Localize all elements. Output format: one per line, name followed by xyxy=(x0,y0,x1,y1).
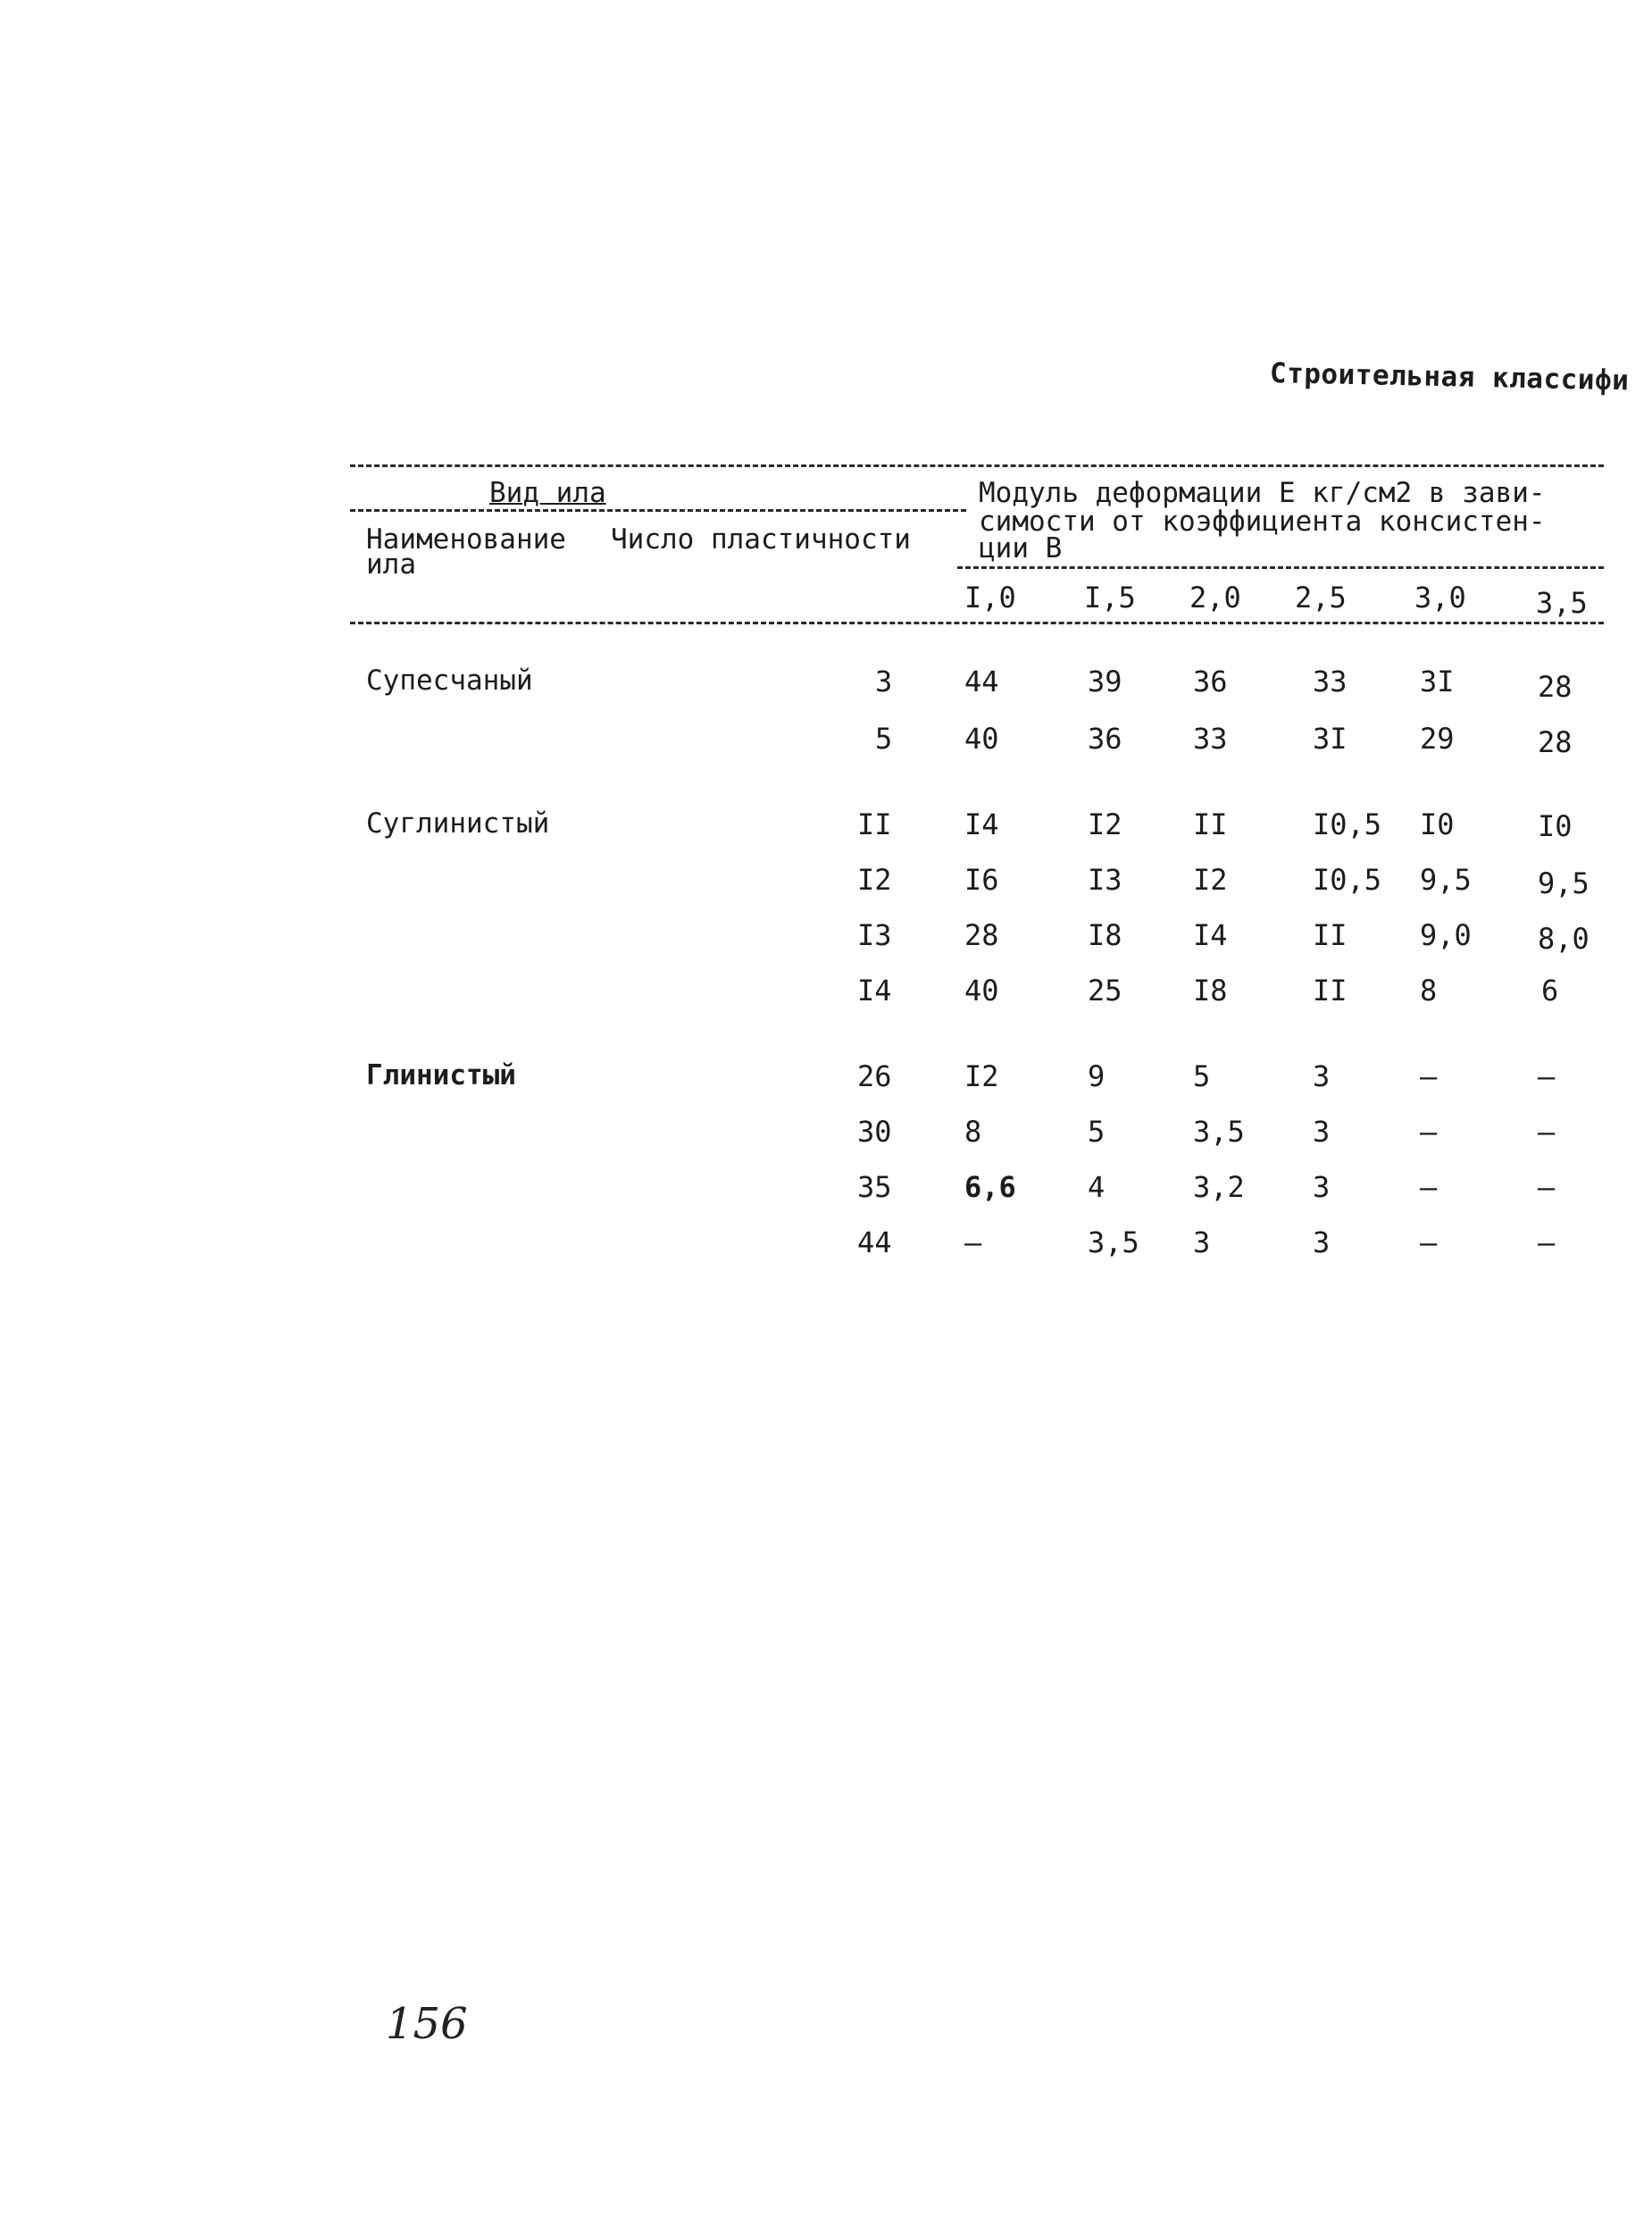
value-cell: 3,5 xyxy=(1088,1225,1139,1259)
value-cell: 4 xyxy=(1088,1170,1106,1204)
group-label: Вид ила xyxy=(489,477,606,509)
header-name-column: Наименование ила xyxy=(366,523,566,581)
value-cell: I8 xyxy=(1088,918,1122,952)
value-cell: 8 xyxy=(964,1115,982,1149)
plasticity-cell: 44 xyxy=(857,1225,892,1259)
value-cell: 3 xyxy=(1193,1225,1211,1259)
value-cell: – xyxy=(1420,1225,1438,1259)
value-cell: 28 xyxy=(1538,725,1573,759)
group-name: Супесчаный xyxy=(366,665,533,697)
value-cell: – xyxy=(1538,1059,1556,1093)
value-cell: 5 xyxy=(1088,1115,1106,1149)
value-cell: – xyxy=(1420,1170,1438,1204)
value-cell: 8 xyxy=(1420,974,1438,1008)
plasticity-cell: II xyxy=(857,807,892,841)
value-cell: 9,0 xyxy=(1420,918,1472,952)
value-cell: 28 xyxy=(964,918,999,952)
value-cell: 6,6 xyxy=(964,1170,1016,1204)
value-cell: 40 xyxy=(964,974,999,1008)
value-cell: 40 xyxy=(964,722,999,756)
value-cell: 9,5 xyxy=(1420,863,1472,897)
value-cell: – xyxy=(1420,1059,1438,1093)
value-cell: I2 xyxy=(1193,863,1228,897)
value-cell: I0 xyxy=(1420,807,1455,841)
value-cell: 33 xyxy=(1313,665,1347,698)
value-cell: 3 xyxy=(1313,1115,1331,1149)
plasticity-cell: I4 xyxy=(857,974,892,1008)
value-cell: I4 xyxy=(1193,918,1228,952)
value-cell: 28 xyxy=(1538,670,1573,704)
value-cell: I3 xyxy=(1088,863,1122,897)
value-cell: 3 xyxy=(1313,1170,1331,1204)
value-cell: 5 xyxy=(1193,1059,1211,1093)
value-cell: I0,5 xyxy=(1313,807,1382,841)
value-cell: II xyxy=(1313,974,1347,1008)
plasticity-cell: 26 xyxy=(857,1059,892,1093)
header-modulus-line: симости от коэффициента консистен- xyxy=(979,506,1546,538)
consistency-value: 2,5 xyxy=(1295,581,1347,615)
value-cell: – xyxy=(1538,1170,1556,1204)
value-cell: 3,2 xyxy=(1193,1170,1245,1204)
value-cell: 9,5 xyxy=(1538,866,1589,900)
header-plasticity-column: Число пластичности xyxy=(611,523,911,556)
value-cell: 36 xyxy=(1193,665,1228,698)
consistency-value: I,5 xyxy=(1084,581,1136,615)
value-cell: – xyxy=(1420,1115,1438,1149)
value-cell: 3 xyxy=(1313,1225,1331,1259)
plasticity-cell: 5 xyxy=(875,722,893,756)
value-cell: 39 xyxy=(1088,665,1122,698)
value-cell: 44 xyxy=(964,665,999,698)
group-name: Суглинистый xyxy=(366,807,550,840)
value-cell: 25 xyxy=(1088,974,1122,1008)
plasticity-cell: I3 xyxy=(857,918,892,952)
consistency-value: 3,0 xyxy=(1414,581,1466,615)
plasticity-cell: 3 xyxy=(875,665,893,698)
value-cell: I2 xyxy=(964,1059,999,1093)
value-cell: 3I xyxy=(1420,665,1455,698)
value-cell: I2 xyxy=(1088,807,1122,841)
value-cell: 29 xyxy=(1420,722,1455,756)
value-cell: II xyxy=(1313,918,1347,952)
consistency-value: I,0 xyxy=(964,581,1016,615)
header-modulus-line: ции В xyxy=(979,532,1063,565)
value-cell: – xyxy=(1538,1225,1556,1259)
consistency-value: 2,0 xyxy=(1189,581,1241,615)
value-cell: 3,5 xyxy=(1193,1115,1245,1149)
table-top-rule xyxy=(350,464,1604,467)
consistency-value: 3,5 xyxy=(1536,586,1588,620)
value-cell: II xyxy=(1193,807,1228,841)
group-label-rule xyxy=(350,509,966,512)
plasticity-cell: 30 xyxy=(857,1115,892,1149)
value-cell: 33 xyxy=(1193,722,1228,756)
value-cell: 3 xyxy=(1313,1059,1331,1093)
modulus-header-rule xyxy=(957,566,1604,569)
group-name: Глинистый xyxy=(366,1059,516,1091)
value-cell: I4 xyxy=(964,807,999,841)
value-cell: 3I xyxy=(1313,722,1347,756)
value-cell: I6 xyxy=(964,863,999,897)
plasticity-cell: 35 xyxy=(857,1170,892,1204)
value-cell: – xyxy=(1538,1115,1556,1149)
value-cell: I0 xyxy=(1538,809,1573,843)
page-number: 156 xyxy=(386,1999,468,2049)
value-cell: 6 xyxy=(1541,974,1559,1008)
page-title: Строительная классифи xyxy=(1269,357,1630,397)
value-cell: – xyxy=(964,1225,982,1259)
header-modulus-line: Модуль деформации Е кг/см2 в зави- xyxy=(979,477,1546,509)
value-cell: I0,5 xyxy=(1313,863,1382,897)
value-cell: 36 xyxy=(1088,722,1122,756)
value-cell: 8,0 xyxy=(1538,922,1589,956)
plasticity-cell: I2 xyxy=(857,863,892,897)
value-cell: I8 xyxy=(1193,974,1228,1008)
value-cell: 9 xyxy=(1088,1059,1106,1093)
header-bottom-rule xyxy=(350,622,1604,624)
